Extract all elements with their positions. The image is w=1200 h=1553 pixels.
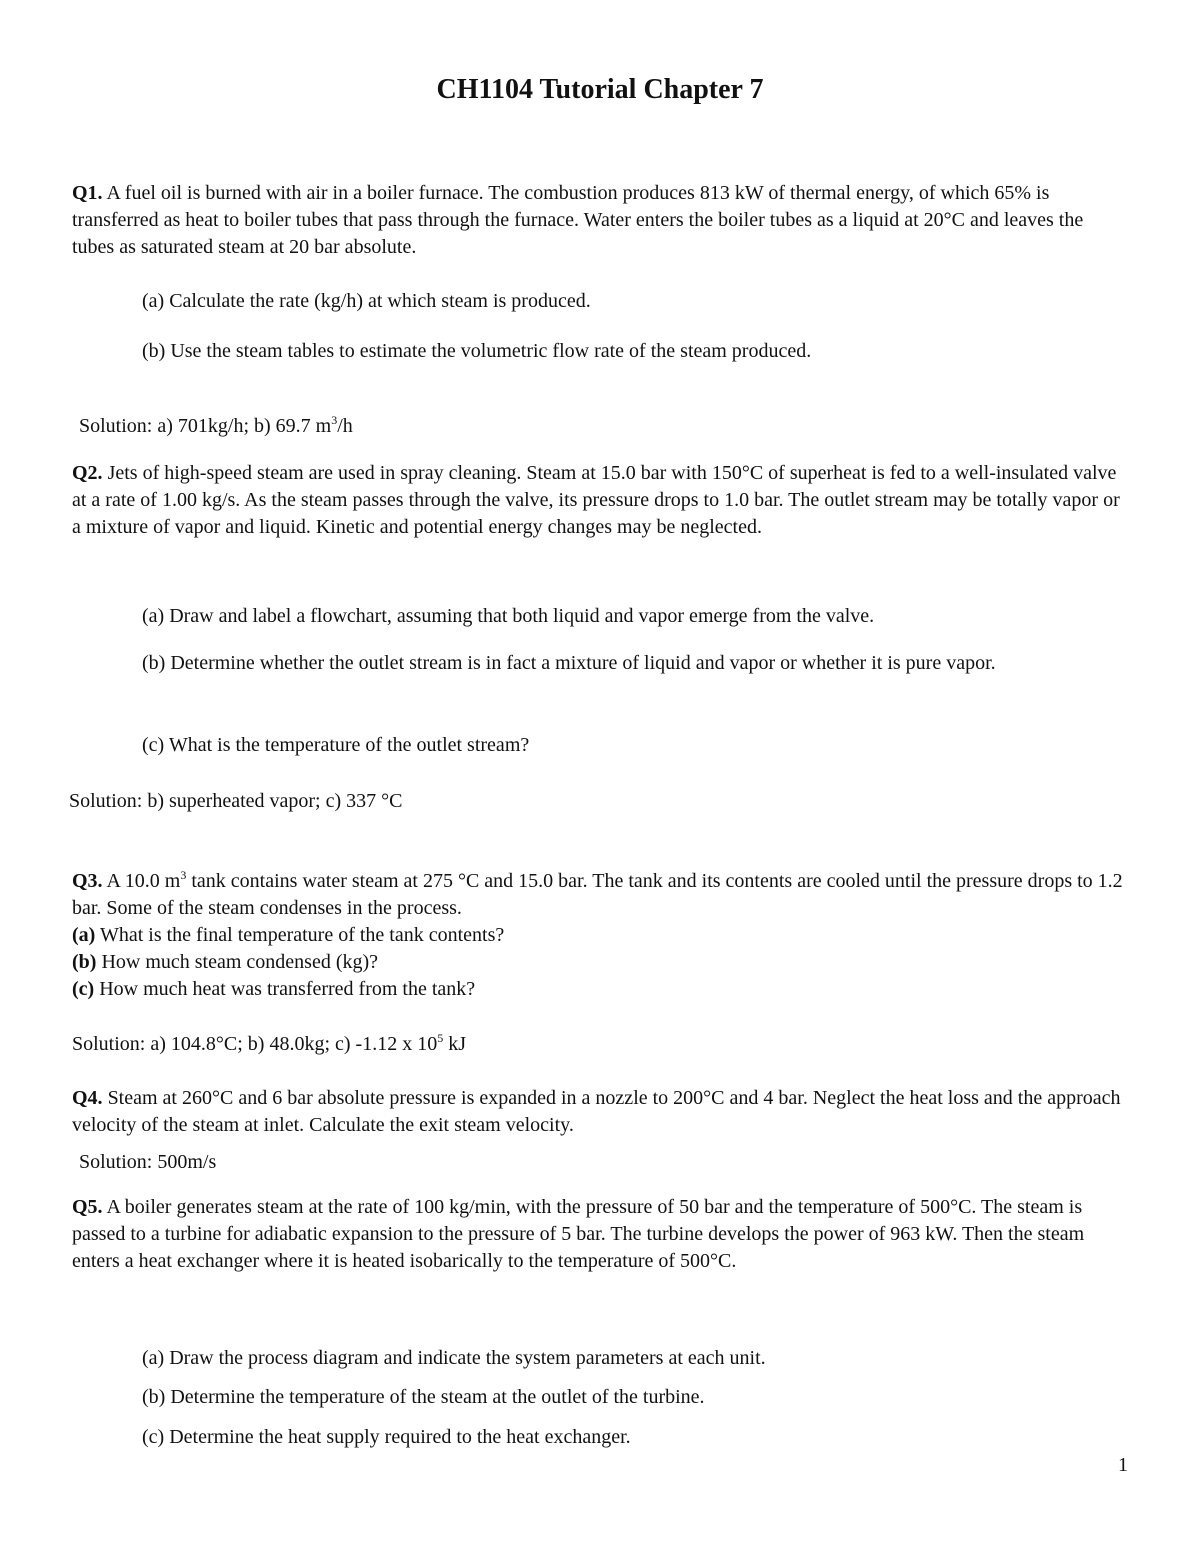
page-title: CH1104 Tutorial Chapter 7 [436, 74, 764, 105]
q4-text: Steam at 260°C and 6 bar absolute pressure is expanded in a nozzle to 200°C and 4 bar. Neglect the heat loss and the approach velocity of the steam at inlet. Calculate the exit steam velocity. [72, 1087, 1121, 1136]
q4-solution: Solution: 500m/s [79, 1151, 217, 1173]
q5-label: Q5. [72, 1196, 103, 1218]
q2-part-c: (c) What is the temperature of the outlet stream? [142, 734, 530, 756]
q1-part-b: (b) Use the steam tables to estimate the volumetric flow rate of the steam produced. [142, 340, 812, 362]
q5-part-a: (a) Draw the process diagram and indicate the system parameters at each unit. [142, 1347, 766, 1369]
q3-part-a: (a) What is the final temperature of the tank contents? [72, 924, 505, 946]
q4-question [72, 1085, 1128, 1139]
q2-label: Q2. [72, 462, 103, 484]
q2-text: Jets of high-speed steam are used in spray cleaning. Steam at 15.0 bar with 150°C of superheat is fed to a well-insulated valve at a rate of 1.00 kg/s. As the steam passes through the valve, its pressure drops to 1.0 bar. The outlet stream may be totally vapor or a mixture of vapor and liquid. Kinetic and potential energy changes may be neglected. [72, 462, 1120, 538]
q1-text: A fuel oil is burned with air in a boiler furnace. The combustion produces 813 kW of thermal energy, of which 65% is transferred as heat to boiler tubes that pass through the furnace. Water enters the boiler tubes as a liquid at 20°C and leaves the tubes as saturated steam at 20 bar absolute. [72, 182, 1084, 258]
page-number: 1 [1118, 1454, 1128, 1476]
q5-part-c: (c) Determine the heat supply required to the heat exchanger. [142, 1426, 631, 1448]
q5-part-b: (b) Determine the temperature of the steam at the outlet of the turbine. [142, 1386, 705, 1408]
q1-part-a: (a) Calculate the rate (kg/h) at which steam is produced. [142, 290, 591, 312]
q2-solution: Solution: b) superheated vapor; c) 337 °C [69, 790, 403, 812]
q1-label: Q1. [72, 182, 103, 204]
q1-question [72, 180, 1128, 261]
q3-solution: Solution: a) 104.8°C; b) 48.0kg; c) -1.12 x $10^5$ kJ [72, 1031, 466, 1055]
q5-question [72, 1194, 1128, 1275]
q4-label: Q4. [72, 1087, 103, 1109]
q5-text: A boiler generates steam at the rate of 100 kg/min, with the pressure of 50 bar and the temperature of 500°C. The steam is passed to a turbine for adiabatic expansion to the pressure of 5 bar. The turbine develops the power of 963 kW. Then the steam enters a heat exchanger where it is heated isobarically to the temperature of 500°C. [72, 1196, 1085, 1272]
q2-part-a: (a) Draw and label a flowchart, assuming that both liquid and vapor emerge from the valve. [142, 605, 875, 627]
q3-label: Q3. [72, 870, 103, 892]
q3-part-b: (b) How much steam condensed (kg)? [72, 951, 379, 973]
q1-solution: Solution: a) 701kg/h; b) 69.7 $m^3/h$ [79, 413, 353, 437]
q3-part-c: (c) How much heat was transferred from the tank? [72, 978, 476, 1000]
q3-question: Q3. A 10.0 $m^3$ tank contains water steam at 275 °C and 15.0 bar. The tank and its contents are cooled until the pressure drops to 1.2 bar. Some of the steam condenses in the process. [72, 868, 1123, 919]
q2-question [72, 460, 1128, 541]
q2-part-b: (b) Determine whether the outlet stream is in fact a mixture of liquid and vapor or whether it is pure vapor. [142, 652, 996, 674]
